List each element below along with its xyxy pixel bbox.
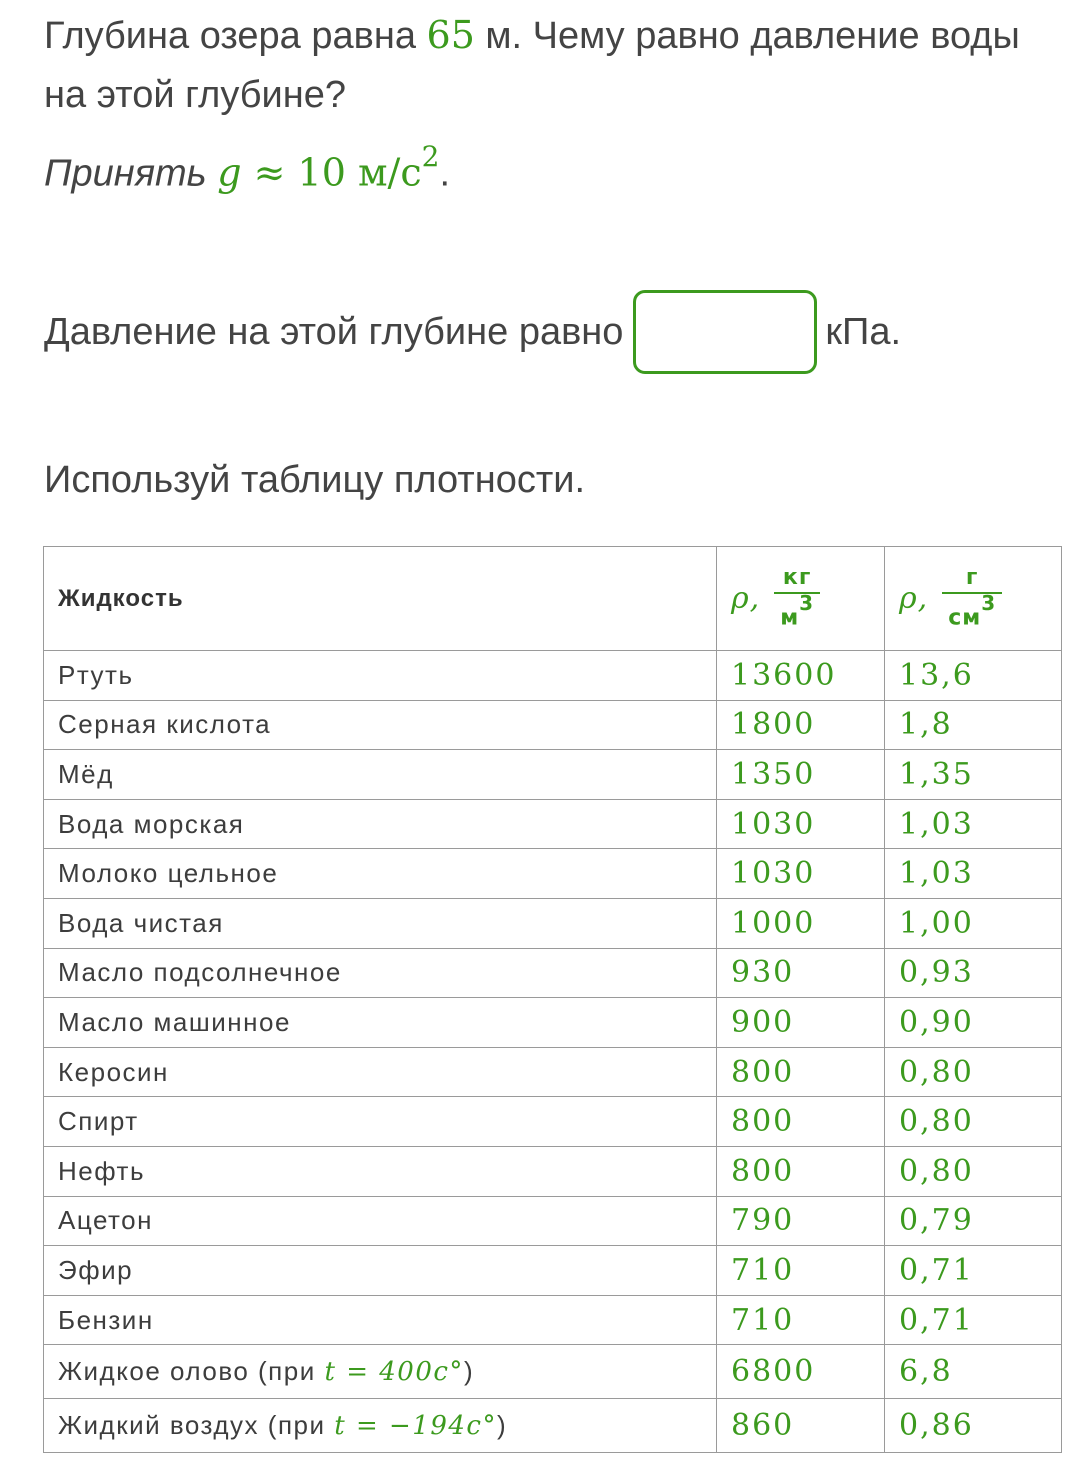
table-row — [44, 799, 1062, 849]
density-g-cm3: 0,86 — [885, 1399, 1062, 1453]
rho-symbol: ρ, — [731, 580, 761, 616]
g-unit: м/с — [345, 150, 422, 195]
density-g-cm3: 1,35 — [885, 750, 1062, 800]
density-g-cm3: 6,8 — [885, 1345, 1062, 1399]
table-row — [44, 1047, 1062, 1097]
density-g-cm3: 0,80 — [885, 1146, 1062, 1196]
liquid-name: Нефть — [44, 1146, 717, 1196]
temperature-condition: t = −194c° — [334, 1411, 497, 1442]
liquid-name: Масло подсолнечное — [44, 948, 717, 998]
density-table — [43, 546, 1062, 1453]
density-kg-m3: 900 — [717, 998, 885, 1048]
liquid-name — [44, 1345, 717, 1399]
header-density-g-cm3 — [885, 547, 1062, 651]
depth-value: 65 — [426, 13, 475, 57]
table-row — [44, 1196, 1062, 1246]
table-row — [44, 948, 1062, 998]
density-g-cm3: 0,80 — [885, 1047, 1062, 1097]
density-kg-m3: 710 — [717, 1246, 885, 1296]
density-g-cm3: 1,03 — [885, 799, 1062, 849]
density-kg-m3: 1350 — [717, 750, 885, 800]
density-kg-m3: 1000 — [717, 898, 885, 948]
density-kg-m3: 790 — [717, 1196, 885, 1246]
answer-input[interactable] — [633, 290, 817, 374]
liquid-name-text: Жидкое олово (при — [58, 1356, 325, 1387]
table-row — [44, 1399, 1062, 1453]
density-g-cm3: 13,6 — [885, 651, 1062, 701]
table-row — [44, 700, 1062, 750]
unit-numerator: кг — [782, 564, 812, 590]
table-header-row — [44, 547, 1062, 651]
unit-m: м — [780, 605, 800, 631]
answer-unit: кПа. — [825, 311, 902, 353]
liquid-name: Керосин — [44, 1047, 717, 1097]
liquid-name: Ацетон — [44, 1196, 717, 1246]
question-line-1 — [44, 12, 1020, 59]
unit-denominator — [774, 592, 820, 633]
liquid-name: Ртуть — [44, 651, 717, 701]
header-density-kg-m3 — [717, 547, 885, 651]
table-row — [44, 1246, 1062, 1296]
liquid-name: Серная кислота — [44, 700, 717, 750]
approx-sign: ≈ — [241, 150, 298, 195]
liquid-name: Вода морская — [44, 799, 717, 849]
density-g-cm3: 0,80 — [885, 1097, 1062, 1147]
density-g-cm3: 0,79 — [885, 1196, 1062, 1246]
table-hint: Используй таблицу плотности. — [44, 459, 586, 501]
unit-exponent: 3 — [799, 590, 815, 615]
liquid-name: Мёд — [44, 750, 717, 800]
liquid-name — [44, 1399, 717, 1453]
table-row — [44, 1345, 1062, 1399]
paren-close: ) — [463, 1356, 475, 1387]
paren-close: ) — [496, 1410, 508, 1441]
g-value: 10 — [297, 150, 346, 195]
liquid-name: Эфир — [44, 1246, 717, 1296]
density-kg-m3: 860 — [717, 1399, 885, 1453]
density-kg-m3: 6800 — [717, 1345, 885, 1399]
table-row — [44, 1097, 1062, 1147]
liquid-name: Вода чистая — [44, 898, 717, 948]
density-kg-m3: 930 — [717, 948, 885, 998]
header-liquid: Жидкость — [44, 547, 717, 651]
density-kg-m3: 800 — [717, 1097, 885, 1147]
question-line-2: на этой глубине? — [44, 74, 346, 116]
density-g-cm3: 1,03 — [885, 849, 1062, 899]
liquid-name: Спирт — [44, 1097, 717, 1147]
density-kg-m3: 1030 — [717, 849, 885, 899]
density-g-cm3: 1,00 — [885, 898, 1062, 948]
table-row — [44, 651, 1062, 701]
density-g-cm3: 0,71 — [885, 1295, 1062, 1345]
g-variable: g — [217, 150, 242, 195]
take-label: Принять — [44, 152, 218, 195]
density-g-cm3: 0,71 — [885, 1246, 1062, 1296]
unit-fraction-kg-m3 — [774, 564, 820, 633]
density-g-cm3: 0,90 — [885, 998, 1062, 1048]
density-kg-m3: 800 — [717, 1047, 885, 1097]
density-kg-m3: 1030 — [717, 799, 885, 849]
unit-exponent: 3 — [981, 590, 997, 615]
unit-cm: см — [948, 605, 982, 631]
density-kg-m3: 800 — [717, 1146, 885, 1196]
unit-fraction-g-cm3 — [942, 564, 1002, 633]
answer-prefix: Давление на этой глубине равно — [44, 311, 624, 353]
question-text: Глубина озера равна — [44, 15, 427, 57]
density-g-cm3: 0,93 — [885, 948, 1062, 998]
table-row — [44, 1146, 1062, 1196]
table-row — [44, 849, 1062, 899]
unit-numerator: г — [965, 564, 979, 590]
density-kg-m3: 710 — [717, 1295, 885, 1345]
density-kg-m3: 13600 — [717, 651, 885, 701]
unit-denominator — [942, 592, 1002, 633]
density-table-body — [44, 651, 1062, 1453]
liquid-name-text: Жидкий воздух (при — [58, 1410, 335, 1441]
g-unit-exponent: 2 — [421, 140, 440, 173]
liquid-name: Молоко цельное — [44, 849, 717, 899]
question-text-cont: м. Чему равно давление воды — [474, 15, 1020, 57]
table-row — [44, 998, 1062, 1048]
density-g-cm3: 1,8 — [885, 700, 1062, 750]
liquid-name: Бензин — [44, 1295, 717, 1345]
table-row — [44, 750, 1062, 800]
answer-row — [44, 290, 901, 374]
liquid-name: Масло машинное — [44, 998, 717, 1048]
table-row — [44, 898, 1062, 948]
given-g — [44, 140, 450, 197]
rho-symbol: ρ, — [899, 580, 929, 616]
temperature-condition: t = 400c° — [324, 1357, 464, 1388]
table-row — [44, 1295, 1062, 1345]
density-kg-m3: 1800 — [717, 700, 885, 750]
period: . — [439, 152, 451, 195]
